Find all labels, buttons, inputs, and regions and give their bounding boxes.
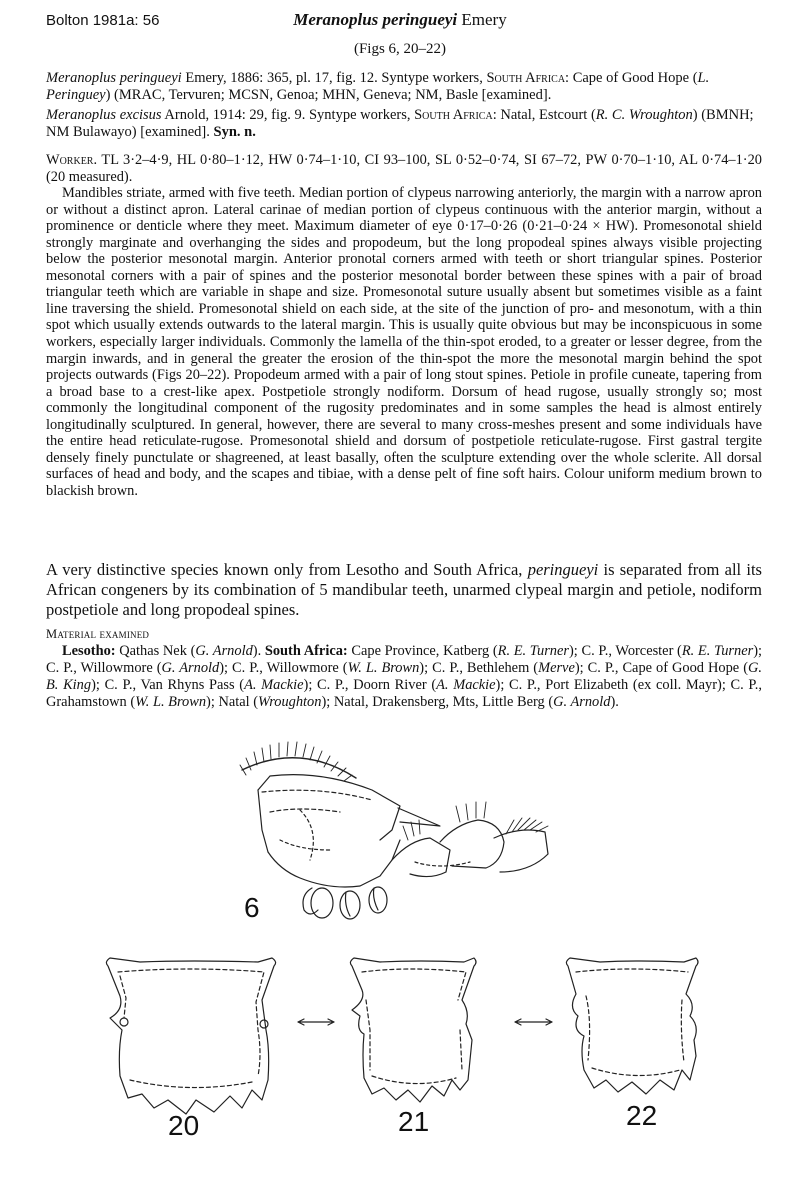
citation-label: Bolton 1981a: 56 [46,12,160,29]
species-author: Emery [461,10,507,29]
species-epithet: peringueyi [527,560,599,579]
synonymy-text: : Cape of Good Hope ( [565,70,698,86]
locality-text: C. P., Van Rhyns Pass ( [104,677,245,693]
locality-text: C. P., Cape of Good Hope ( [587,660,748,676]
figure-number-21: 21 [398,1106,430,1137]
ant-lateral-view-drawing [240,742,548,919]
collector-name: G. Arnold [161,660,220,676]
remarks-text: is separated from all its African congeners by its combination of 5 mandibular teeth, unarmed clypeal margin and petiole, nodiform postpetiole and long propodeal spines. [46,560,762,619]
country-name: South Africa [414,107,493,123]
country-name: South Africa [486,70,566,86]
collector-name: R. E. Turner [497,643,569,659]
locality-text: C. P., Port Elizabeth (ex coll. Mayr); C. P., Grahamstown ( [46,677,762,710]
entry-end: ); [419,660,429,676]
synonymy-text: ) (MRAC, Tervuren; MCSN, Genoa; MHN, Geneva; NM, Basle [examined]. [105,87,552,103]
shield-outline-21 [350,958,476,1102]
entry-end: ); [303,677,313,693]
collector-name: A. Mackie [244,677,304,693]
collector-name: W. L. Brown [347,660,420,676]
collector-name: G. Arnold [195,643,253,659]
collector-name: W. L. Brown [135,694,207,710]
entry-end: ); [219,660,229,676]
entry-end: ); [574,660,584,676]
locality-text: Cape Province, Katberg ( [347,643,498,659]
collector-name: Wroughton [258,694,322,710]
species-genus: Meranoplus peringueyi [293,10,458,29]
measurements-text: . TL 3·2–4·9, HL 0·80–1·12, HW 0·74–1·10, CI 93–100, SL 0·52–0·74, SI 67–72, PW 0·70–1·10, AL 0·74–1·20 (20 measured). [46,152,762,185]
entry-end: ). [610,694,619,710]
entry-end: ); [495,677,505,693]
shield-outline-20 [106,958,275,1114]
collector-name: R. C. Wroughton [595,107,693,123]
locality-text: Qathas Nek ( [115,643,196,659]
synonym-status: Syn. n. [213,124,256,140]
synonymy-text: ) (BMNH; NM Bulawayo) [examined]. [46,107,754,140]
double-arrow-1 [298,1019,334,1025]
collector-name: R. E. Turner [681,643,754,659]
entry-end: ); [569,643,578,659]
locality-text: C. P., Worcester ( [581,643,682,659]
entry-end: ); [206,694,215,710]
collector-name: L. Peringuey [46,70,710,103]
entry-end: ); [753,643,762,659]
synonymy-text: Emery, 1886: 365, pl. 17, fig. 12. Syntype workers, [181,70,487,86]
synonymy-text: : Natal, Estcourt ( [492,107,596,123]
locality-text: Natal, Drakensberg, Mts, Little Berg ( [333,694,554,710]
figure-reference: (Figs 6, 20–22) [353,41,447,57]
figure-number-6: 6 [244,892,260,923]
locality-text: C. P., Bethlehem ( [432,660,539,676]
double-arrow-2 [515,1019,552,1025]
locality-text: C. P., Doorn River ( [317,677,437,693]
collector-name: G. Arnold [553,694,611,710]
figure-number-22: 22 [626,1100,658,1131]
description-paragraph: Mandibles striate, armed with five teeth. Median portion of clypeus narrowing anteriorly, the margin with a narrow apron or without a distinct apron. Lateral carinae of median portion of clypeus continuous with the anterior margin, without a prominence or denticle where they meet. Maximum diameter of eye 0·17–0·26 (0·21–0·24 × HW). Promesonotal shield strongly marginate and overhanging the sides and propodeum, but the long propodeal spines always visible projecting below the posterior mesonotal margin. Anterior pronotal corners armed with teeth or short triangular spines. Posterior mesonotal corners with a pair of spines and the posterior mesonotal border between these spines with a pair of broad triangular teeth which are variable in shape and size. Promesonotal suture usually absent but sometimes visible as a faint line traversing the shield. Promesonotal shield on each side, at the site of the junction of pro- and mesonotum, with a thin spot which usually extends outwards to the lateral margin. This is usually quite obvious but may be inconspicuous in some workers, especially larger individuals. Commonly the lamella of the thin-spot eroded, to a greater or lesser degree, from the margin inwards, and in general the greater the erosion of the thin-spot the more the mesonotal margin behind the spot projects outwards (Figs 20–22). Propodeum armed with a pair of long stout spines. Petiole in profile cuneate, tapering from a broad base to a crest-like apex. Postpetiole strongly nodiform. Dorsum of head rugose, usually strongly so; most commonly the longitudinal component of the rugosity predominates and in some samples the head is almost entirely longitudinally sculptured. In general, however, there are several to many cross-meshes present and some individuals have the entire head reticulate-rugose. Promesonotal shield and dorsum of postpetiole reticulate-rugose. First gastral tergite densely finely punctulate or shagreened, at least basally, often the sculpture extending over the whole sclerite. All dorsal surfaces of head and body, and the scapes and tibiae, with a dense pelt of fine soft hairs. Colour uniform medium brown to blackish brown. [46,185,762,499]
taxon-name: Meranoplus excisus [46,107,162,123]
entry-end: ); [321,694,331,710]
entry-end: ). [252,643,262,659]
region-name: South Africa: [264,643,348,659]
collector-name: A. Mackie [436,677,496,693]
synonymy-text: Arnold, 1914: 29, fig. 9. Syntype workers, [161,107,415,123]
taxon-name: Meranoplus peringueyi [46,70,182,86]
caste-label: Worker [46,152,94,168]
locality-text: Natal ( [218,694,258,710]
entry-end: ); [91,677,100,693]
shield-outline-22 [566,958,698,1094]
figure-number-20: 20 [168,1110,200,1141]
material-heading: Material examined [46,627,150,641]
collector-name: G. B. King [46,660,762,693]
locality-text: C. P., Willowmore ( [46,660,162,676]
locality-text: C. P., Willowmore ( [232,660,348,676]
collector-name: Merve [538,660,575,676]
remarks-text: A very distinctive species known only from Lesotho and South Africa, [46,560,528,579]
region-name: Lesotho: [62,643,116,659]
